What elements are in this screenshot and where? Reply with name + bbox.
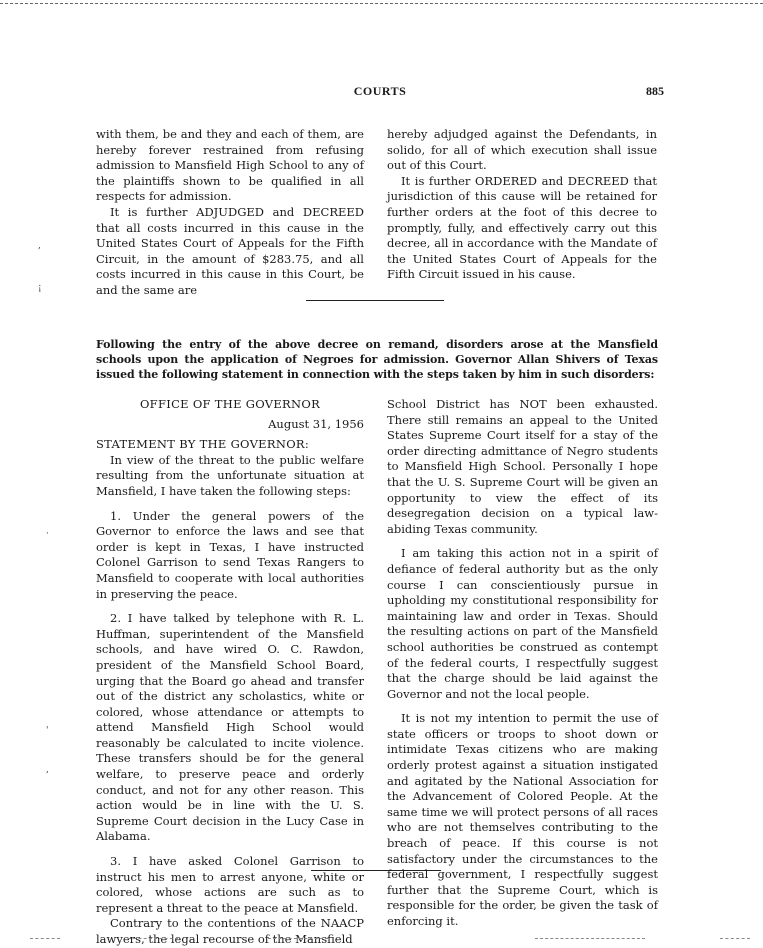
decree-paragraph: hereby adjudged against the Defendants, in solido, for all of which execution shall issue out of this Court. (387, 127, 657, 173)
statement-left-column (96, 397, 364, 948)
statement-paragraph: It is not my intention to permit the use of state officers or troops to shoot down or intimidate Texas citizens who are making orderly protest against a situation instigated and agitated by the National Association for the Advancement of Colored People. At the same time we will protect persons of all races who are not themselves contributing to the breach of peace. If this course is not satisfactory under the circumstances to the federal government, I respectfully suggest further that the Supreme Court, which is responsible for the order, be given the task of enforcing it. (387, 711, 658, 928)
top-page-edge-rule (0, 3, 763, 4)
office-heading: OFFICE OF THE GOVERNOR (139, 397, 321, 411)
statement-paragraph: 3. I have asked Colonel Garrison to instruct his men to arrest anyone, white or colored, whose actions are such as to represent a threat to the peace at Mansfield. (96, 854, 364, 915)
editorial-intro: Following the entry of the above decree on remand, disorders arose at the Mansfield schools upon the application of Negroes for admission. Governor Allan Shivers of Texas issued the following statement in connection with the steps taken by him in such disorders: (96, 338, 658, 381)
statement-right-column (387, 397, 658, 930)
margin-speck: ¡ (38, 283, 42, 293)
scan-edge-mark (535, 938, 645, 939)
statement-paragraph: 2. I have talked by telephone with R. L. Huffman, superintendent of the Mansfield schools, and have wired O. C. Rawdon, president of the Mansfield School Board, urging that the Board go ahead and transfer out of the district any scholastics, white or colored, whose attendance or attempts to attend Mansfield High School would reasonably be calculated to incite violence. These transfers should be for the general welfare, to preserve peace and orderly conduct, and not for any other reason. This action would be in line with the U. S. Supreme Court decision in the Lucy Case in Alabama. (96, 611, 364, 844)
scan-edge-mark (720, 938, 750, 939)
page-number: 885 (646, 84, 664, 98)
scan-edge-mark (30, 938, 60, 939)
statement-paragraph: 1. Under the general powers of the Governor to enforce the laws and see that order is kept in Texas, I have instructed Colonel Garrison to send Texas Rangers to Mansfield to cooperate with local authorities in preserving the peace. (96, 508, 364, 601)
statement-heading: STATEMENT BY THE GOVERNOR: (96, 437, 310, 452)
margin-speck: · (46, 529, 49, 539)
running-header (96, 84, 664, 100)
decree-paragraph: It is further ORDERED and DECREED that jurisdiction of this cause will be retained for further orders at the foot of this decree to promptly, fully, and effectively carry out this decree, all in accordance with the Mandate of the United States Court of Appeals for the Fifth Circuit issued in his cause. (387, 173, 657, 282)
margin-speck: , (38, 241, 41, 251)
statement-paragraph: In view of the threat to the public welfare resulting from the unfortunate situation at Mansfield, I have taken the following steps: (96, 452, 364, 498)
statement-paragraph: School District has NOT been exhausted. There still remains an appeal to the United States Supreme Court itself for a stay of the order directing admittance of Negro students to Mansfield High School. Personally I hope that the U. S. Supreme Court will be given an opportunity to view the effect of its desegregation decision on a typical law-abiding Texas community. (387, 397, 658, 536)
margin-speck: , (46, 765, 49, 775)
scan-edge-mark (128, 938, 178, 939)
end-divider (311, 870, 441, 871)
statement-paragraph: Contrary to the contentions of the NAACP lawyers, the legal recourse of the Mansfield (96, 916, 364, 946)
statement-paragraph: I am taking this action not in a spirit of defiance of federal authority but as the only course I can conscientiously pursue in upholding my constitutional responsibility for maintaining law and order in Texas. Should the resulting actions on part of the Mansfield school authorities be construed as contempt of the federal courts, I respectfully suggest that the charge should be laid against the Governor and not the local people. (387, 546, 658, 701)
running-head-title: COURTS (353, 84, 407, 98)
decree-right-column (387, 127, 657, 283)
margin-speck: ' (46, 726, 49, 736)
statement-date: August 31, 1956 (268, 416, 364, 431)
decree-left-column (96, 127, 364, 299)
section-divider (306, 300, 444, 301)
decree-paragraph: with them, be and they and each of them, are hereby forever restrained from refusing admission to Mansfield High School to any of the plaintiffs shown to be qualified in all respects for admission. (96, 127, 364, 204)
decree-paragraph: It is further ADJUDGED and DECREED that all costs incurred in this cause in the United States Court of Appeals for the Fifth Circuit, in the amount of $283.75, and all costs incurred in this cause in this Court, be and the same are (96, 204, 364, 297)
scan-edge-mark (268, 938, 328, 939)
